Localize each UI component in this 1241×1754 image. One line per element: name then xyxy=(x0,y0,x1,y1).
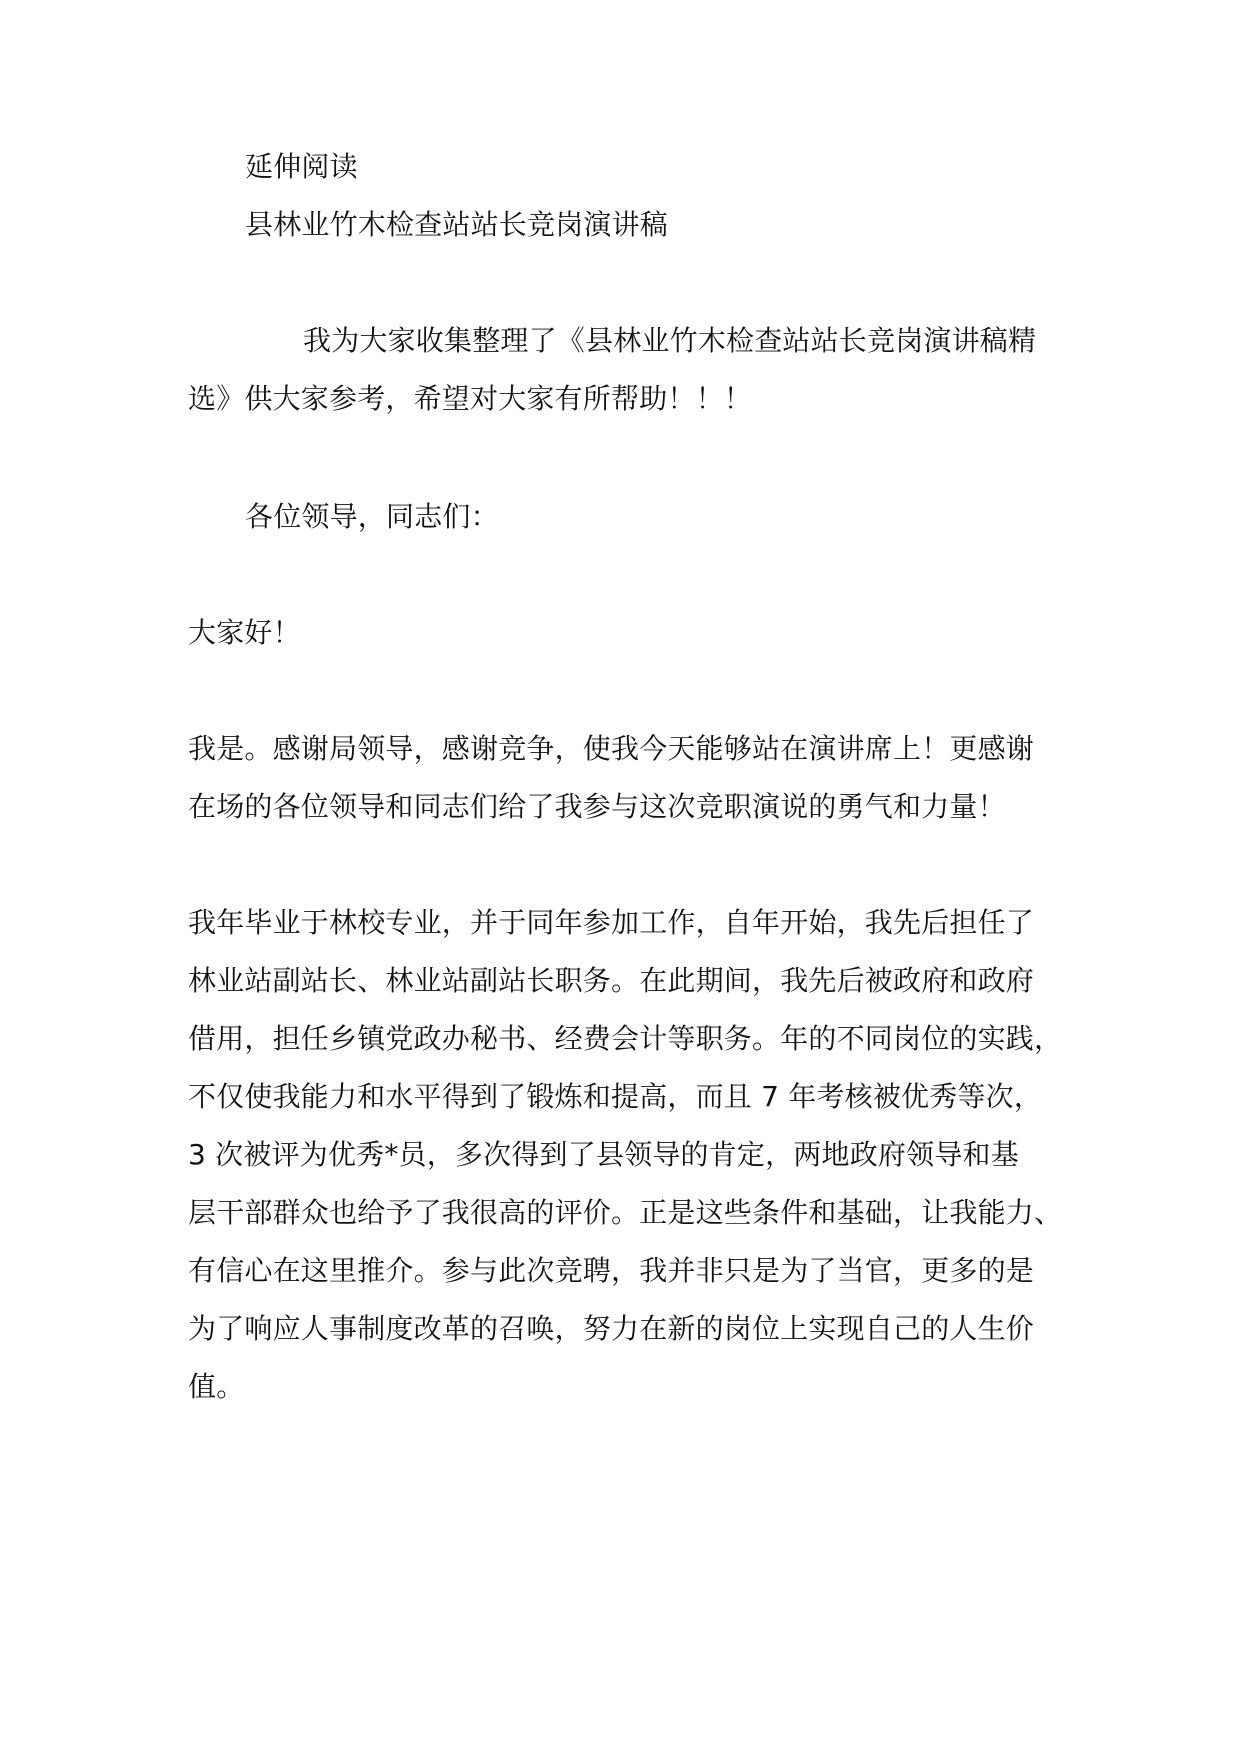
paragraph-2-line-9: 值。 xyxy=(188,1370,245,1403)
paragraph-2-line-8: 为了响应人事制度改革的召唤，努力在新的岗位上实现自己的人生价 xyxy=(188,1312,1035,1345)
paragraph-2-line-3: 借用，担任乡镇党政办秘书、经费会计等职务。年的不同岗位的实践， xyxy=(188,1022,1063,1055)
intro-line-1: 我为大家收集整理了《县林业竹木检查站站长竞岗演讲稿精 xyxy=(303,324,1037,357)
paragraph-2-line-2: 林业站副站长、林业站副站长职务。在此期间，我先后被政府和政府 xyxy=(188,964,1035,997)
paragraph-1-line-2: 在场的各位领导和同志们给了我参与这次竞职演说的勇气和力量！ xyxy=(188,790,1006,823)
greeting: 大家好！ xyxy=(188,616,301,649)
paragraph-2-line-6: 层干部群众也给予了我很高的评价。正是这些条件和基础，让我能力、 xyxy=(188,1196,1063,1229)
paragraph-2-line-7: 有信心在这里推介。参与此次竞聘，我并非只是为了当官，更多的是 xyxy=(188,1254,1035,1287)
intro-line-2: 选》供大家参考，希望对大家有所帮助！！！ xyxy=(188,382,753,415)
section-title: 延伸阅读 xyxy=(245,150,358,183)
paragraph-2-line-1: 我年毕业于林校专业，并于同年参加工作，自年开始，我先后担任了 xyxy=(188,906,1035,939)
paragraph-2-line-5: 3 次被评为优秀*员，多次得到了县领导的肯定，两地政府领导和基 xyxy=(188,1138,1019,1171)
salutation: 各位领导，同志们： xyxy=(245,500,499,533)
paragraph-2-line-4: 不仅使我能力和水平得到了锻炼和提高，而且 7 年考核被优秀等次， xyxy=(188,1080,1043,1113)
document-title: 县林业竹木检查站站长竞岗演讲稿 xyxy=(245,208,669,241)
paragraph-1-line-1: 我是。感谢局领导，感谢竞争，使我今天能够站在演讲席上！更感谢 xyxy=(188,732,1035,765)
